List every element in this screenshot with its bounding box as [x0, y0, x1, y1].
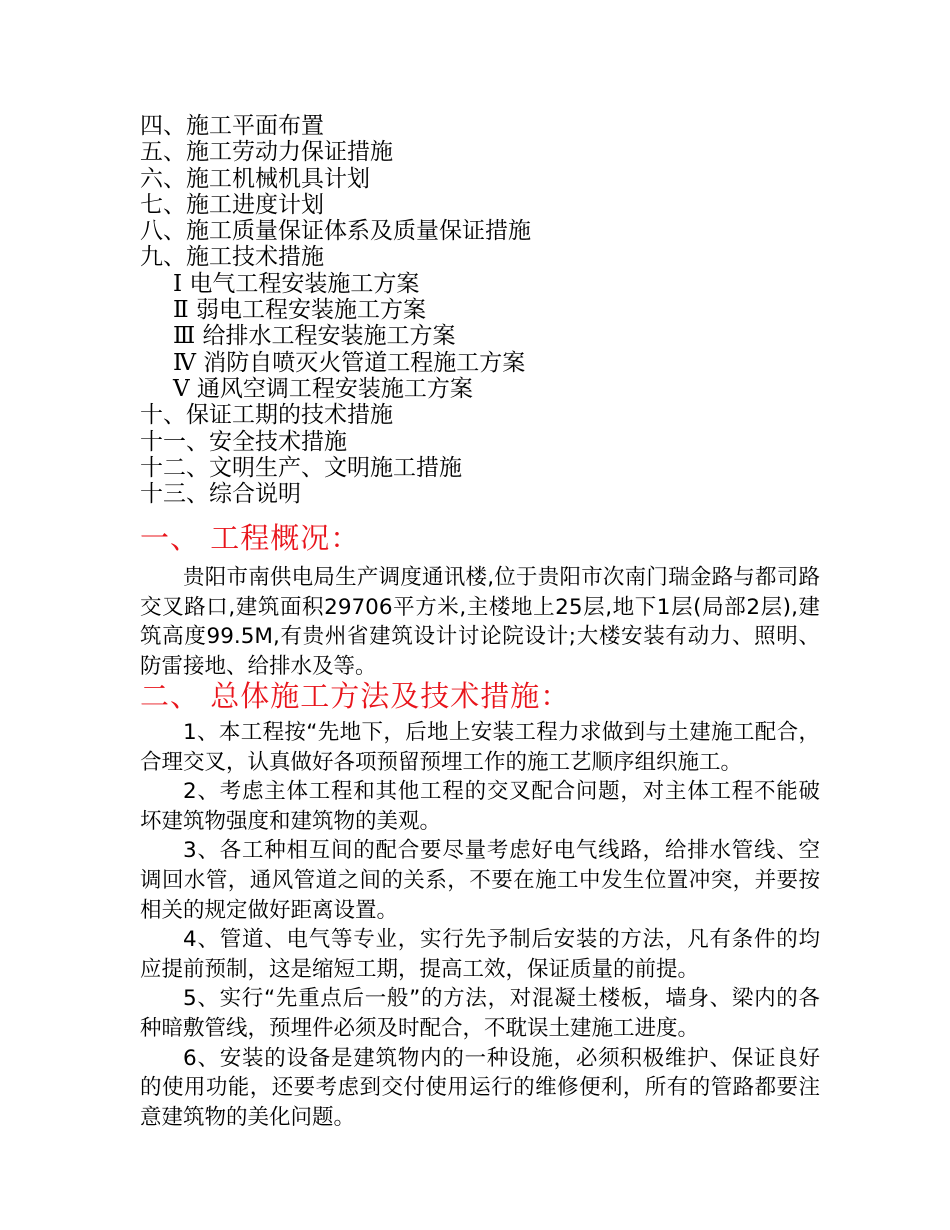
toc-item: 十、保证工期的技术措施	[140, 402, 393, 429]
section-heading-project-overview: 一、 工程概况：	[140, 521, 361, 555]
method-paragraph: 3、各工种相互间的配合要尽量考虑好电气线路，给排水管线、空调回水管，通风管道之间的关系，不要在施工中发生位置冲突，并要按相关的规定做好距离设置。	[140, 838, 820, 923]
construction-methods-section	[140, 718, 820, 1132]
project-overview-section	[140, 563, 820, 681]
toc-subitem: Ⅱ 弱电工程安装施工方案	[173, 297, 426, 324]
method-paragraph: 6、安装的设备是建筑物内的一种设施，必须积极维护、保证良好的使用功能，还要考虑到交付使用运行的维修便利，所有的管路都要注意建筑物的美化问题。	[140, 1045, 820, 1130]
toc-item: 八、施工质量保证体系及质量保证措施	[140, 218, 531, 245]
table-of-contents	[140, 113, 840, 507]
toc-item: 五、施工劳动力保证措施	[140, 139, 393, 166]
toc-subitem: Ⅳ 消防自喷灭火管道工程施工方案	[173, 349, 526, 376]
toc-item: 六、施工机械机具计划	[140, 165, 370, 192]
toc-subitem: Ⅰ 电气工程安装施工方案	[173, 270, 420, 297]
overview-paragraph: 贵阳市南供电局生产调度通讯楼,位于贵阳市次南门瑞金路与都司路交叉路口,建筑面积29706平方米,主楼地上25层,地下1层(局部2层),建筑高度99.5M,有贵州省建筑设计讨论院设计;大楼安装有动力、照明、防雷接地、给排水及等。	[140, 565, 820, 679]
toc-item: 十二、文明生产、文明施工措施	[140, 454, 462, 481]
method-paragraph: 2、考虑主体工程和其他工程的交叉配合问题，对主体工程不能破坏建筑物强度和建筑物的美观。	[140, 779, 820, 834]
toc-item: 九、施工技术措施	[140, 244, 324, 271]
method-paragraph: 5、实行“先重点后一般”的方法，对混凝土楼板，墙身、梁内的各种暗敷管线，预埋件必须及时配合，不耽误土建施工进度。	[140, 986, 820, 1041]
toc-item: 十一、安全技术措施	[140, 428, 347, 455]
toc-item: 十三、综合说明	[140, 481, 301, 508]
method-paragraph: 4、管道、电气等专业，实行先予制后安装的方法，凡有条件的均应提前预制，这是缩短工期，提高工效，保证质量的前提。	[140, 927, 820, 982]
toc-subitem: Ⅴ 通风空调工程安装施工方案	[173, 375, 473, 402]
toc-item: 七、施工进度计划	[140, 191, 324, 218]
toc-subitem: Ⅲ 给排水工程安装施工方案	[173, 323, 456, 350]
section-heading-construction-methods: 二、 总体施工方法及技术措施：	[140, 679, 571, 713]
toc-item: 四、施工平面布置	[140, 113, 324, 139]
method-paragraph: 1、本工程按“先地下，后地上安装工程力求做到与土建施工配合，合理交叉，认真做好各项预留预埋工作的施工艺顺序组织施工。	[140, 720, 820, 775]
